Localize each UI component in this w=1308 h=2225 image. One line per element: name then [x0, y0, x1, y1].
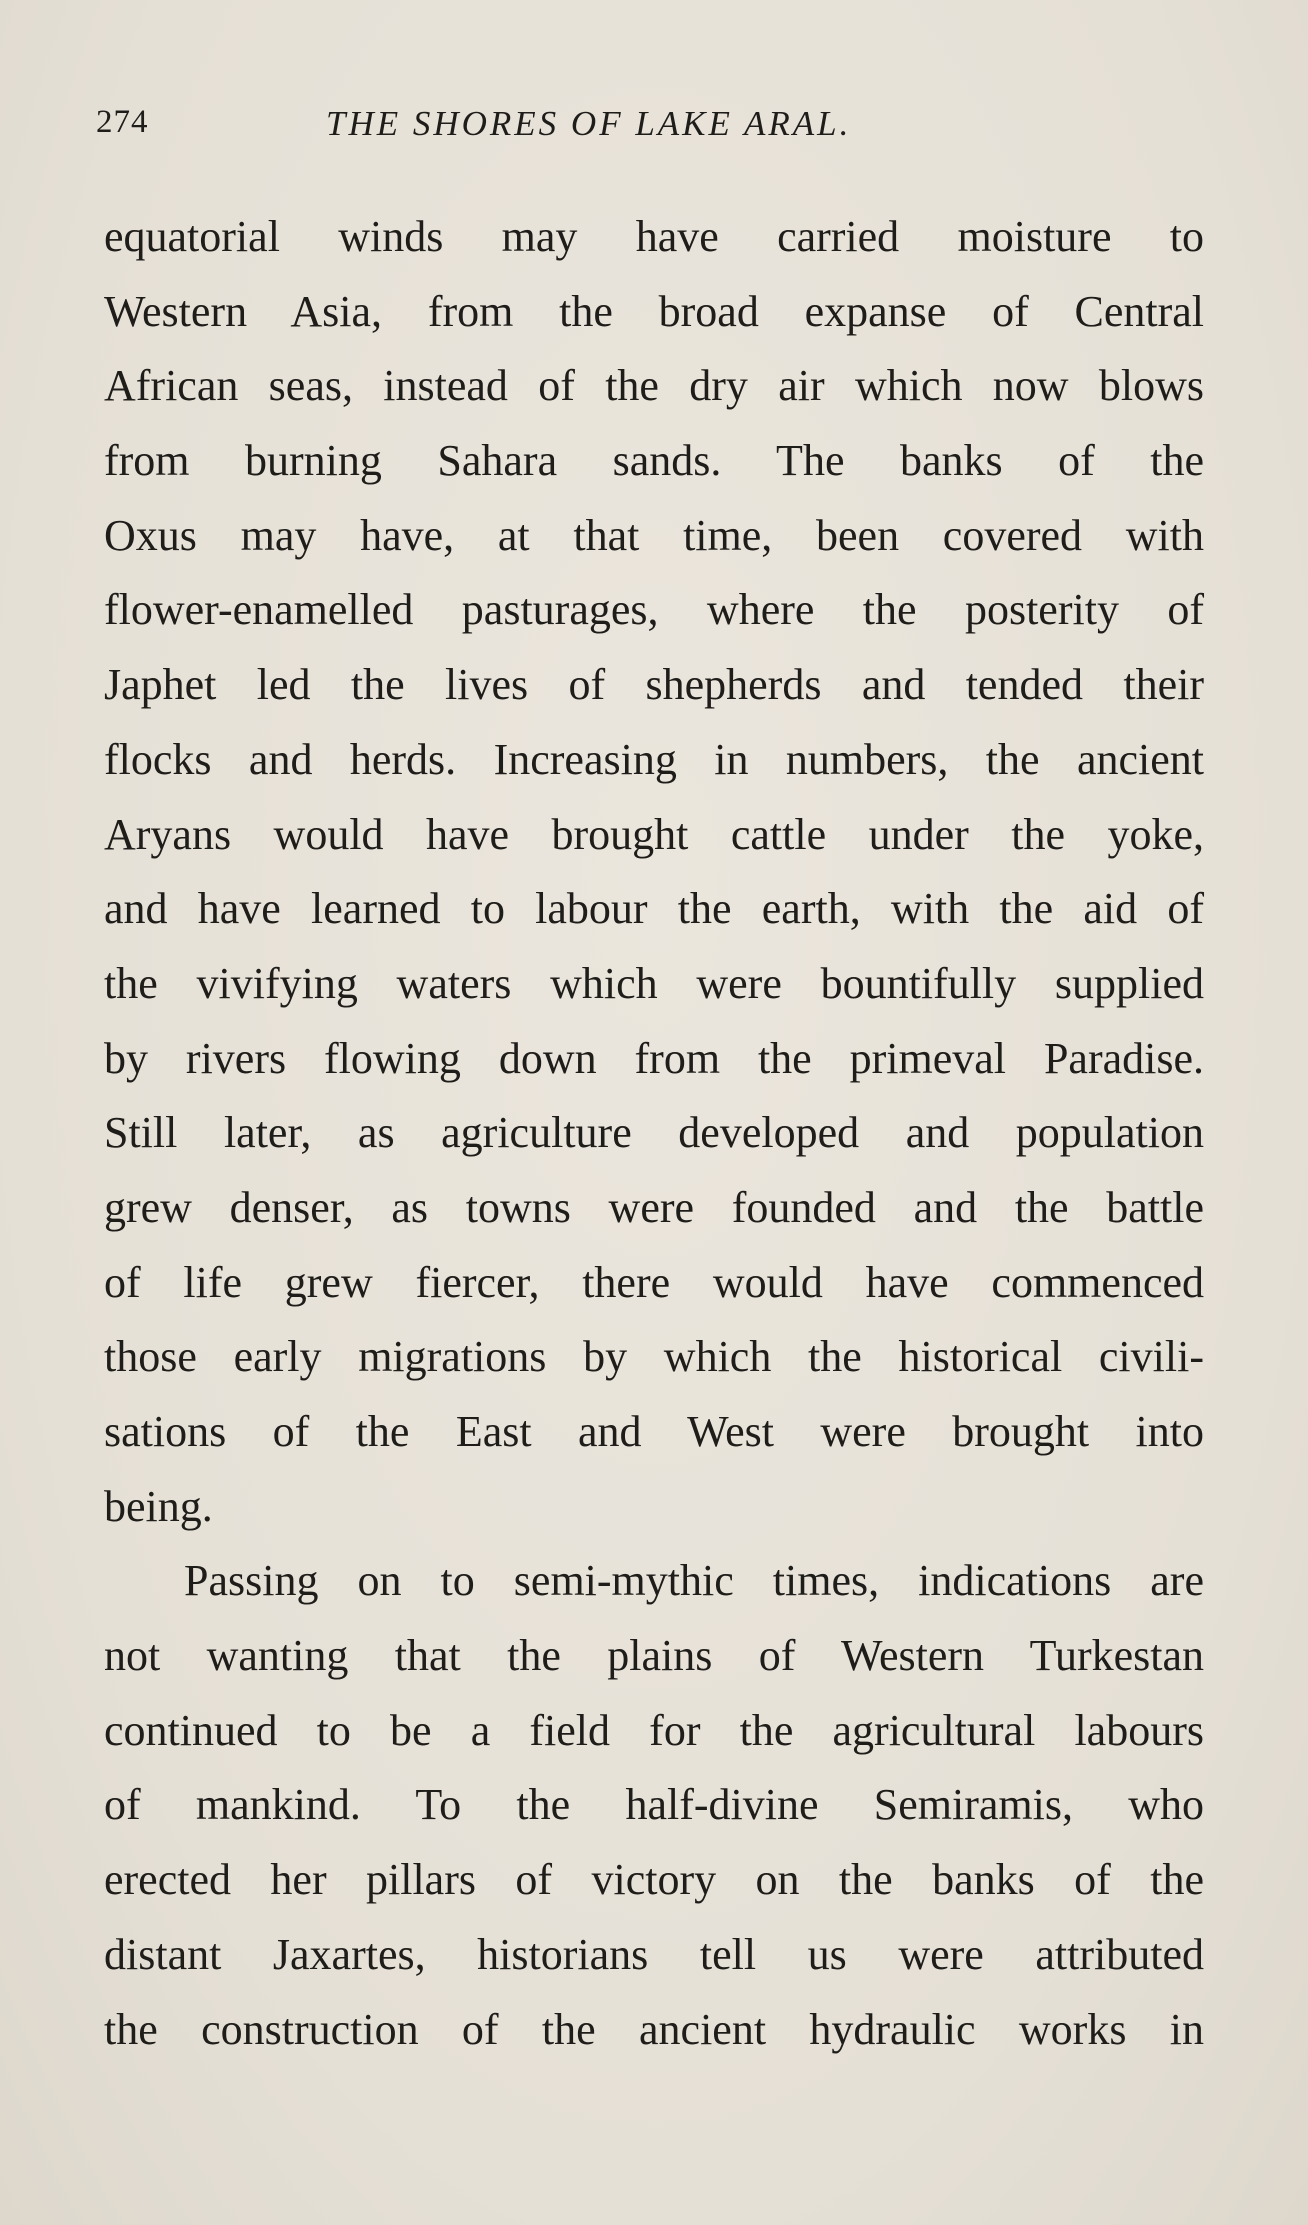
- text-line: Oxus may have, at that time, been covered with: [104, 510, 1204, 560]
- text-line: flower-enamelled pasturages, where the posterity of: [104, 585, 1204, 635]
- text-line: of mankind. To the half-divine Semiramis, who: [104, 1780, 1204, 1830]
- text-line: Japhet led the lives of shepherds and tended their: [104, 660, 1204, 710]
- text-line: by rivers flowing down from the primeval Paradise.: [104, 1033, 1204, 1083]
- text-line: Aryans would have brought cattle under the yoke,: [104, 809, 1204, 859]
- page-number: 274: [96, 104, 149, 140]
- text-line: erected her pillars of victory on the banks of the: [104, 1855, 1204, 1905]
- body-text: [104, 200, 1204, 2067]
- text-line-paragraph-end: being.: [104, 1481, 213, 1531]
- text-line: the construction of the ancient hydraulic works in: [104, 2004, 1204, 2054]
- text-line: from burning Sahara sands. The banks of the: [104, 436, 1204, 486]
- text-line: African seas, instead of the dry air which now blows: [104, 361, 1204, 411]
- page-header: [96, 104, 1206, 154]
- text-line: continued to be a field for the agricultural labours: [104, 1705, 1204, 1755]
- text-line: of life grew fiercer, there would have commenced: [104, 1257, 1204, 1307]
- text-line: not wanting that the plains of Western Turkestan: [104, 1631, 1204, 1681]
- text-line: those early migrations by which the historical civili-: [104, 1332, 1204, 1382]
- text-line: flocks and herds. Increasing in numbers, the ancient: [104, 734, 1204, 784]
- text-line: and have learned to labour the earth, with the aid of: [104, 884, 1204, 934]
- running-head: THE SHORES OF LAKE ARAL.: [326, 104, 852, 143]
- text-line: grew denser, as towns were founded and the battle: [104, 1182, 1204, 1232]
- text-line: sations of the East and West were brought into: [104, 1407, 1204, 1456]
- text-line: Western Asia, from the broad expanse of Central: [104, 286, 1204, 336]
- text-line: equatorial winds may have carried moisture to: [104, 212, 1204, 261]
- text-line-paragraph-start: Passing on to semi-mythic times, indications are: [184, 1556, 1204, 1606]
- text-line: the vivifying waters which were bountifully supplied: [104, 958, 1204, 1008]
- text-line: distant Jaxartes, historians tell us were attributed: [104, 1929, 1204, 1979]
- text-line: Still later, as agriculture developed and population: [104, 1108, 1204, 1158]
